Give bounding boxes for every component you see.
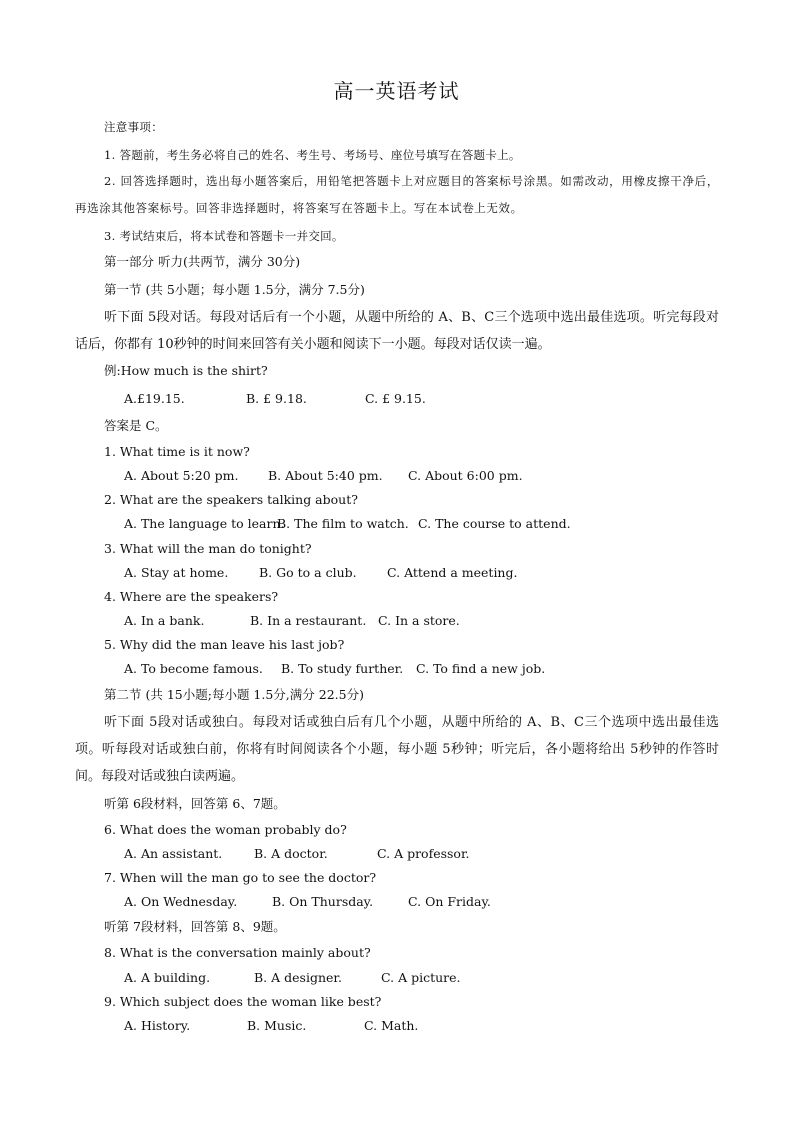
notice-item-1: 1. 答题前，考生务必将自己的姓名、考生号、考场号、座位号填写在答题卡上。 <box>104 148 521 162</box>
example-options <box>124 391 426 407</box>
question-3-options <box>124 565 517 581</box>
question-6: 6. What does the woman probably do? <box>104 822 347 837</box>
notice-item-2: 2. 回答选择题时，选出每小题答案后，用铅笔把答题卡上对应题目的答案标号涂黑。如需改动，用橡皮擦干净后，再选涂其他答案标号。回答非选择题时，将答案写在答题卡上。写在本试卷上无效。 <box>75 174 719 215</box>
question-9: 9. Which subject does the woman like best? <box>104 994 382 1009</box>
question-7-options <box>124 894 491 910</box>
question-3: 3. What will the man do tonight? <box>104 541 312 556</box>
example-option-a: A.£19.15. <box>124 391 185 406</box>
option-a: A. A building. <box>124 970 211 985</box>
option-a: A. The language to learn. <box>124 516 285 531</box>
option-b: B. A doctor. <box>254 846 328 861</box>
option-c: C. On Friday. <box>408 894 491 909</box>
example-option-b: B. £ 9.18. <box>246 391 307 406</box>
notice-item-3: 3. 考试结束后，将本试卷和答题卡一并交回。 <box>104 229 344 243</box>
option-a: A. Stay at home. <box>124 565 229 580</box>
example-option-c: C. £ 9.15. <box>365 391 426 406</box>
question-9-options <box>124 1018 418 1034</box>
question-4-options <box>124 613 460 629</box>
example-question: 例:How much is the shirt? <box>104 363 268 378</box>
section1-instruction: 听下面 5段对话。每段对话后有一个小题，从题中所给的 A、B、C三个选项中选出最佳选项。听完每段对话后，你都有 10秒钟的时间来回答有关小题和阅读下一小题。每段对话仅读一遍。 <box>75 310 719 352</box>
option-a: A. To become famous. <box>124 661 263 676</box>
question-8-options <box>124 970 461 986</box>
question-8: 8. What is the conversation mainly about? <box>104 945 371 960</box>
part1-heading: 第一部分 听力(共两节，满分 30分) <box>104 254 301 269</box>
question-1: 1. What time is it now? <box>104 444 250 459</box>
question-5-options <box>124 661 545 677</box>
option-a: A. In a bank. <box>124 613 205 628</box>
option-c: C. Math. <box>364 1018 419 1033</box>
option-c: C. Attend a meeting. <box>387 565 518 580</box>
question-5: 5. Why did the man leave his last job? <box>104 637 345 652</box>
option-b: B. Go to a club. <box>259 565 357 580</box>
page-title: 高一英语考试 <box>333 79 460 103</box>
question-7: 7. When will the man go to see the doctor? <box>104 870 377 885</box>
option-b: B. About 5:40 pm. <box>268 468 383 483</box>
option-c: C. About 6:00 pm. <box>408 468 523 483</box>
option-b: B. In a restaurant. <box>250 613 367 628</box>
question-4: 4. Where are the speakers? <box>104 589 279 604</box>
option-b: B. The film to watch. <box>277 516 409 531</box>
option-b: B. Music. <box>247 1018 307 1033</box>
option-a: A. On Wednesday. <box>124 894 238 909</box>
material-7-heading: 听第 7段材料，回答第 8、9题。 <box>104 919 286 934</box>
section1-heading: 第一节 (共 5小题；每小题 1.5分，满分 7.5分) <box>104 282 365 297</box>
section2-instruction: 听下面 5段对话或独白。每段对话或独白后有几个小题，从题中所给的 A、B、C三个选项中选出最佳选项。听每段对话或独白前，你将有时间阅读各个小题，每小题 5秒钟；听完后，各小题将给出 5秒钟的作答时间。每段对话或独白读两遍。 <box>75 715 719 784</box>
option-c: C. The course to attend. <box>418 516 571 531</box>
question-2-options <box>124 516 571 532</box>
question-1-options <box>124 468 523 484</box>
material-6-heading: 听第 6段材料，回答第 6、7题。 <box>104 796 286 811</box>
option-b: B. To study further. <box>281 661 404 676</box>
option-c: C. A professor. <box>377 846 470 861</box>
option-c: C. In a store. <box>378 613 460 628</box>
notice-heading: 注意事项： <box>104 120 163 134</box>
option-a: A. History. <box>124 1018 191 1033</box>
question-6-options <box>124 846 470 862</box>
option-a: A. About 5:20 pm. <box>124 468 239 483</box>
option-a: A. An assistant. <box>124 846 223 861</box>
question-2: 2. What are the speakers talking about? <box>104 492 358 507</box>
option-c: C. To find a new job. <box>416 661 546 676</box>
example-answer: 答案是 C。 <box>104 418 168 433</box>
option-b: B. On Thursday. <box>272 894 374 909</box>
option-b: B. A designer. <box>254 970 342 985</box>
section2-heading: 第二节 (共 15小题;每小题 1.5分,满分 22.5分) <box>104 687 364 702</box>
option-c: C. A picture. <box>381 970 461 985</box>
